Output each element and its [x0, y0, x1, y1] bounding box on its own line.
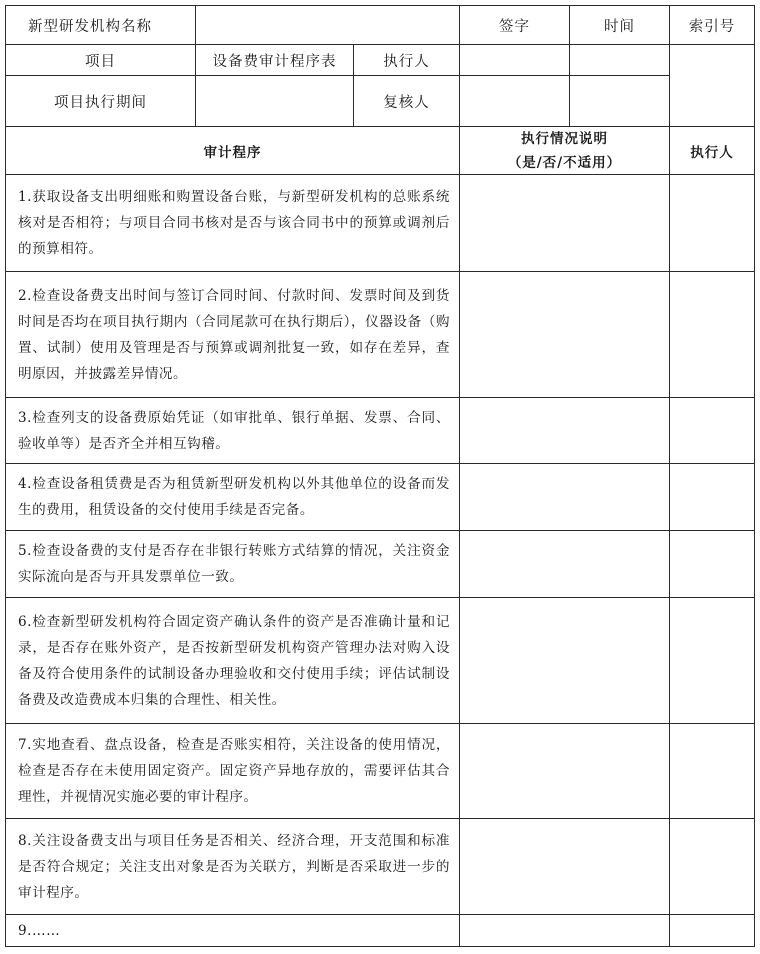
index-header: 索引号	[669, 5, 755, 45]
procedure-cell	[5, 723, 460, 819]
executor-cell[interactable]	[669, 723, 755, 819]
procedure-text: 8.关注设备费支出与项目任务是否相关、经济合理，开支范围和标准是否符合规定；关注支出对象是否为关联方，判断是否采取进一步的审计程序。	[18, 832, 450, 901]
project-title: 设备费审计程序表	[195, 44, 354, 76]
procedure-cell	[5, 463, 460, 531]
status-cell[interactable]	[459, 914, 670, 947]
procedure-header: 审计程序	[5, 126, 460, 175]
reviewer-sign-field[interactable]	[459, 75, 570, 127]
status-header-line2: （是/否/不适用）	[507, 154, 622, 171]
procedure-text: 5.检查设备费的支付是否存在非银行转账方式结算的情况，关注资金实际流向是否与开具发票单位一致。	[18, 543, 450, 585]
status-cell[interactable]	[459, 397, 670, 464]
executor-cell[interactable]	[669, 463, 755, 531]
executor-cell[interactable]	[669, 174, 755, 272]
status-cell[interactable]	[459, 463, 670, 531]
procedure-cell	[5, 597, 460, 724]
procedure-text: 4.检查设备租赁费是否为租赁新型研发机构以外其他单位的设备而发生的费用，租赁设备的交付使用手续是否完备。	[18, 476, 450, 518]
time-header: 时间	[569, 5, 670, 45]
procedure-cell	[5, 530, 460, 598]
executor-cell[interactable]	[669, 397, 755, 464]
reviewer-label: 复核人	[353, 75, 460, 127]
procedure-text: 2.检查设备费支出时间与签订合同时间、付款时间、发票时间及到货时间是否均在项目执行期内（合同尾款可在执行期后），仪器设备（购置、试制）使用及管理是否与预算或调剂批复一致，如存在差异，查明原因，并披露差异情况。	[18, 287, 450, 382]
executor-header: 执行人	[669, 126, 755, 175]
executor-cell[interactable]	[669, 818, 755, 915]
reviewer-time-field[interactable]	[569, 75, 670, 127]
org-name-field[interactable]	[195, 5, 460, 45]
executor-sign-field[interactable]	[459, 44, 570, 76]
index-field[interactable]	[669, 44, 755, 127]
status-cell[interactable]	[459, 818, 670, 915]
status-cell[interactable]	[459, 271, 670, 398]
executor-label: 执行人	[353, 44, 460, 76]
org-name-label: 新型研发机构名称	[5, 5, 196, 45]
procedure-text: 1.获取设备支出明细账和购置设备台账，与新型研发机构的总账系统核对是否相符；与项目合同书核对是否与该合同书中的预算或调剂后的预算相符。	[18, 189, 450, 257]
sign-header: 签字	[459, 5, 570, 45]
procedure-text: 3.检查列支的设备费原始凭证（如审批单、银行单据、发票、合同、验收单等）是否齐全并相互钩稽。	[18, 409, 450, 452]
procedure-cell	[5, 174, 460, 272]
period-field[interactable]	[195, 75, 354, 127]
status-cell[interactable]	[459, 530, 670, 598]
status-header-line1: 执行情况说明	[521, 130, 608, 147]
executor-cell[interactable]	[669, 914, 755, 947]
project-label: 项目	[5, 44, 196, 76]
status-header	[459, 126, 670, 175]
procedure-cell	[5, 271, 460, 398]
procedure-cell	[5, 397, 460, 464]
status-cell[interactable]	[459, 723, 670, 819]
procedure-cell	[5, 818, 460, 915]
status-cell[interactable]	[459, 174, 670, 272]
procedure-text: 7.实地查看、盘点设备，检查是否账实相符，关注设备的使用情况，检查是否存在未使用固定资产。固定资产异地存放的，需要评估其合理性，并视情况实施必要的审计程序。	[18, 737, 450, 805]
executor-cell[interactable]	[669, 271, 755, 398]
period-label: 项目执行期间	[5, 75, 196, 127]
executor-cell[interactable]	[669, 597, 755, 724]
executor-cell[interactable]	[669, 530, 755, 598]
executor-time-field[interactable]	[569, 44, 670, 76]
procedure-text: 9.……	[18, 922, 61, 939]
procedure-text: 6.检查新型研发机构符合固定资产确认条件的资产是否准确计量和记录，是否存在账外资产，是否按新型研发机构资产管理办法对购入设备及符合使用条件的试制设备办理验收和交付使用手续；评估试制设备费及改造费成本归集的合理性、相关性。	[18, 613, 450, 708]
procedure-cell	[5, 914, 460, 947]
status-cell[interactable]	[459, 597, 670, 724]
